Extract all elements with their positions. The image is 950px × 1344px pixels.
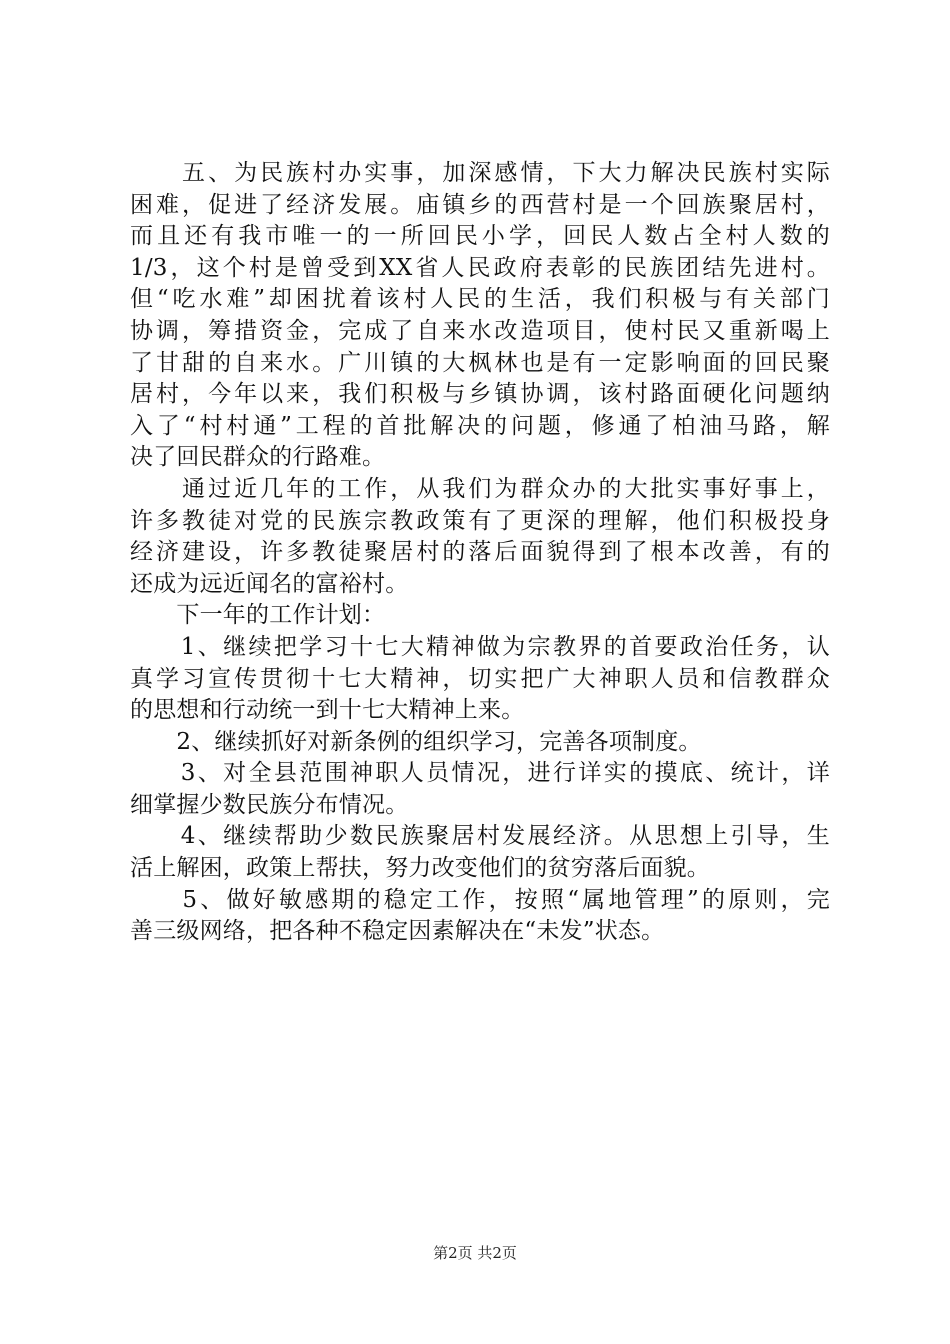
- text-line: 了甘甜的自来水。广川镇的大枫林也是有一定影响面的回民聚: [130, 349, 830, 376]
- text-line: 下一年的工作计划：: [130, 602, 386, 629]
- document-body: [130, 158, 830, 948]
- text-line: 许多教徒对党的民族宗教政策有了更深的理解，他们积极投身: [130, 507, 830, 534]
- plan-item-4: [130, 821, 830, 884]
- page-number-footer: 第2页 共2页: [433, 1244, 517, 1262]
- text-line: 但“吃水难”却困扰着该村人民的生活，我们积极与有关部门: [130, 286, 830, 313]
- text-line: 2、继续抓好对新条例的组织学习，完善各项制度。: [130, 728, 702, 755]
- text-line: 4、继续帮助少数民族聚居村发展经济。从思想上引导，生: [130, 823, 830, 850]
- paragraph-ethnic-village-work: [130, 158, 830, 474]
- text-line: 还成为远近闻名的富裕村。: [130, 570, 409, 597]
- text-line: 3、对全县范围神职人员情况，进行详实的摸底、统计，详: [130, 760, 830, 787]
- text-line: 居村，今年以来，我们积极与乡镇协调，该村路面硬化问题纳: [130, 381, 830, 408]
- text-line: 经济建设，许多教徒聚居村的落后面貌得到了根本改善，有的: [130, 539, 830, 566]
- text-line: 困难，促进了经济发展。庙镇乡的西营村是一个回族聚居村，: [130, 191, 830, 218]
- plan-item-1: [130, 632, 830, 727]
- text-line: 活上解困，政策上帮扶，努力改变他们的贫穷落后面貌。: [130, 855, 710, 882]
- text-line: 而且还有我市唯一的一所回民小学，回民人数占全村人数的: [130, 223, 830, 250]
- text-line: 1/3，这个村是曾受到XX省人民政府表彰的民族团结先进村。: [130, 254, 830, 281]
- text-line: 入了“村村通”工程的首批解决的问题，修通了柏油马路，解: [130, 412, 830, 439]
- text-line: 善三级网络，把各种不稳定因素解决在“未发”状态。: [130, 918, 665, 945]
- paragraph-summary: [130, 474, 830, 600]
- text-line: 真学习宣传贯彻十七大精神，切实把广大神职人员和信教群众: [130, 665, 830, 692]
- text-line: 5、做好敏感期的稳定工作，按照“属地管理”的原则，完: [130, 886, 830, 913]
- text-line: 的思想和行动统一到十七大精神上来。: [130, 697, 525, 724]
- plan-item-5: [130, 885, 830, 948]
- text-line: 五、为民族村办实事，加深感情，下大力解决民族村实际: [130, 160, 830, 186]
- section-heading-next-year-plan: [130, 600, 830, 632]
- text-line: 1、继续把学习十七大精神做为宗教界的首要政治任务，认: [130, 633, 830, 660]
- plan-item-2: [130, 727, 830, 759]
- plan-item-3: [130, 758, 830, 821]
- text-line: 协调，筹措资金，完成了自来水改造项目，使村民又重新喝上: [130, 317, 830, 344]
- text-line: 通过近几年的工作，从我们为群众办的大批实事好事上，: [130, 475, 830, 502]
- text-line: 细掌握少数民族分布情况。: [130, 791, 409, 818]
- text-line: 决了回民群众的行路难。: [130, 444, 386, 471]
